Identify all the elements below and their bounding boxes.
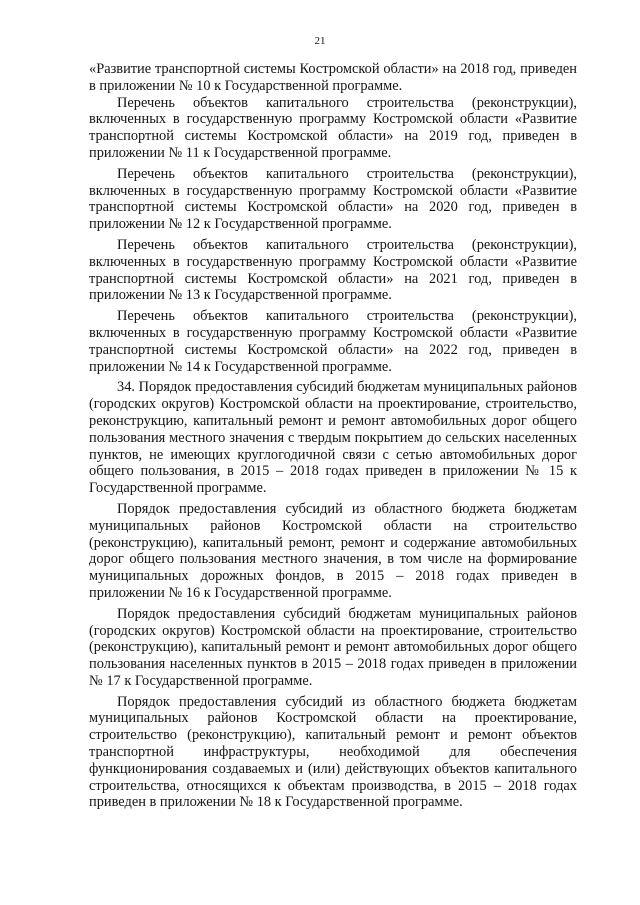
page-number: 21 bbox=[314, 35, 326, 47]
paragraph-list-2021: Перечень объектов капитального строительства (реконструкции), включенных в государственную программу Костромской области «Развитие транспортной системы Костромской области» на 2021 год, приведен в приложении № 13 к Государственной программе. bbox=[89, 236, 577, 304]
document-body bbox=[89, 61, 577, 811]
paragraph-subsidy-procedure-18: Порядок предоставления субсидий из областного бюджета бюджетам муниципальных районов Костромской области на проектирование, строительство (реконструкцию), капитальный ремонт и ремонт объектов транспортной инфраструктуры, необходимой для обеспечения функционирования создаваемых и (или) действующих объектов капитального строительства, относящихся к объектам производства, в 2015 – 2018 годах приведен в приложении № 18 к Государственной программе. bbox=[89, 693, 577, 811]
paragraph-subsidy-procedure-17: Порядок предоставления субсидий бюджетам муниципальных районов (городских округов) Костромской области на проектирование, строительство (реконструкцию), капитальный ремонт и ремонт автомобильных дорог общего пользования населенных пунктов в 2015 – 2018 годах приведен в приложении № 17 к Государственной программе. bbox=[89, 605, 577, 689]
paragraph-list-2019: Перечень объектов капитального строительства (реконструкции), включенных в государственную программу Костромской области «Развитие транспортной системы Костромской области» на 2019 год, приведен в приложении № 11 к Государственной программе. bbox=[89, 94, 577, 161]
paragraph-continuation: «Развитие транспортной системы Костромской области» на 2018 год, приведен в приложении № 10 к Государственной программе. bbox=[89, 61, 577, 94]
paragraph-list-2020: Перечень объектов капитального строительства (реконструкции), включенных в государственную программу Костромской области «Развитие транспортной системы Костромской области» на 2020 год, приведен в приложении № 12 к Государственной программе. bbox=[89, 165, 577, 233]
paragraph-section-34: 34. Порядок предоставления субсидий бюджетам муниципальных районов (городских округов) Костромской области на проектирование, строительство, реконструкцию, капитальный ремонт и ремонт автомобильных дорог общего пользования местного значения с твердым покрытием до сельских населенных пунктов, не имеющих круглогодичной связи с сетью автомобильных дорог общего пользования, в 2015 – 2018 годах приведен в приложении № 15 к Государственной программе. bbox=[89, 379, 577, 497]
paragraph-list-2022: Перечень объектов капитального строительства (реконструкции), включенных в государственную программу Костромской области «Развитие транспортной системы Костромской области» на 2022 год, приведен в приложении № 14 к Государственной программе. bbox=[89, 308, 577, 375]
paragraph-subsidy-procedure-16: Порядок предоставления субсидий из областного бюджета бюджетам муниципальных районов Костромской области на строительство (реконструкцию), капитальный ремонт, ремонт и содержание автомобильных дорог общего пользования местного значения, в том числе на формирование муниципальных дорожных фондов, в 2015 – 2018 годах приведен в приложении № 16 к Государственной программе. bbox=[89, 500, 577, 601]
